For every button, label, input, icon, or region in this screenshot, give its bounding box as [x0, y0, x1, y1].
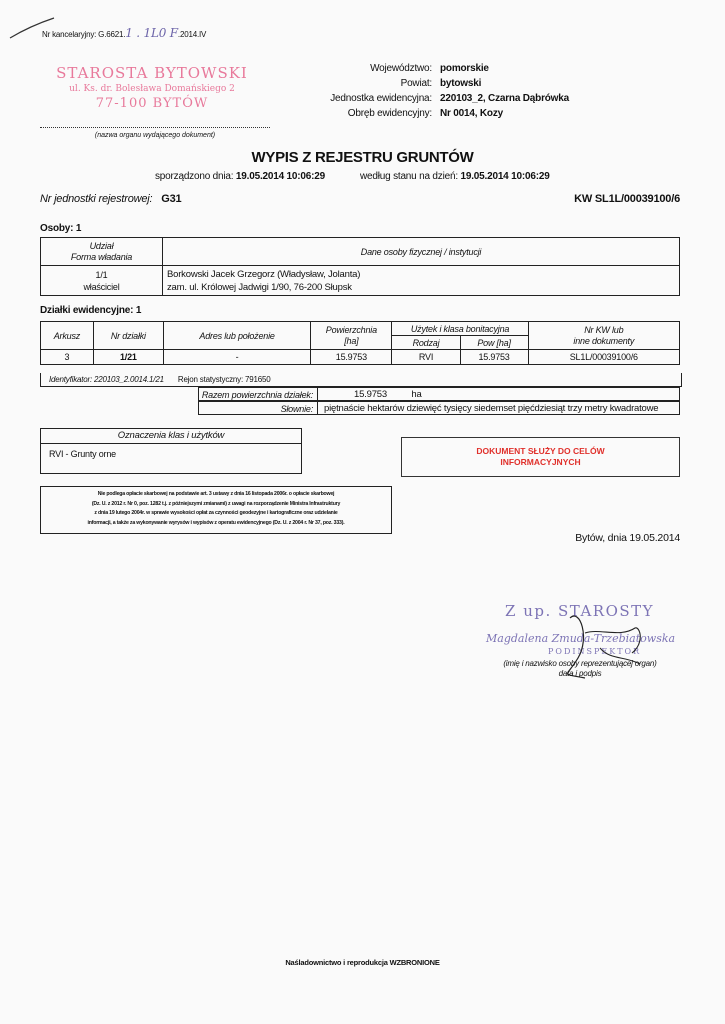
- stan-value: 19.05.2014 10:06:29: [460, 171, 550, 182]
- dzialki-heading: Działki ewidencyjne: 1: [40, 305, 142, 316]
- slownie-value: piętnaście hektarów dziewięć tysięcy siedemset pięćdziesiąt trzy metry kwadratowe: [317, 401, 680, 415]
- registry-unit: [40, 193, 181, 205]
- dzialki-col-adres: Adres lub położenie: [163, 322, 310, 350]
- slownie-label-box: [198, 401, 318, 415]
- dzialki-rodzaj: RVI: [392, 350, 460, 365]
- powiat-value: bytowski: [440, 78, 482, 89]
- oznaczenia-box: [40, 428, 302, 474]
- stamp-line-2: ul. Ks. dr. Bolesława Domańskiego 2: [69, 84, 235, 94]
- dzialki-col-arkusz: Arkusz: [41, 322, 94, 350]
- wojewodztwo-value: pomorskie: [440, 63, 489, 74]
- identyfikator: Identyfikator: 220103_2.0014.1/21: [49, 375, 164, 384]
- dzialki-col-rodzaj: Rodzaj: [392, 336, 460, 350]
- osoby-col-udzial: [41, 238, 163, 266]
- signature-stamp-title: Z up. STAROSTY: [505, 602, 655, 620]
- dzialki-powha: 15.9753: [460, 350, 528, 365]
- footer-notice: Naśladownictwo i reprodukcja WZBRONIONE: [285, 958, 440, 967]
- place-date: Bytów, dnia 19.05.2014: [575, 532, 680, 544]
- dzialki-data-row: [41, 350, 680, 365]
- dzialki-pow: 15.9753: [311, 350, 392, 365]
- sporzadzono-label: sporządzono dnia:: [155, 171, 234, 182]
- osoby-table: [40, 237, 680, 296]
- stan-label: według stanu na dzień:: [360, 171, 458, 182]
- dzialki-header-row-1: [41, 322, 680, 336]
- razem-value: 15.9753: [354, 389, 387, 400]
- dzialki-col-pow: [311, 322, 392, 350]
- document-title: WYPIS Z REJESTRU GRUNTÓW: [251, 149, 474, 166]
- slownie-label: Słownie:: [280, 404, 313, 414]
- kancelaria-prefix: Nr kancelaryjny: G.6621.: [42, 30, 126, 39]
- osoby-col-udzial-l2: Forma władania: [70, 251, 133, 262]
- kancelaria-suffix: .2014.IV: [177, 30, 207, 39]
- notice-line-1: DOKUMENT SŁUŻY DO CELÓW: [476, 446, 605, 456]
- kancelaria-handwritten: 1 . 1L0 F: [125, 26, 178, 40]
- fee-note-line-3: z dnia 19 lutego 2004r. w sprawie wysokości opłat za czynności geodezyjne i kartograficzne oraz udzielanie: [94, 510, 338, 516]
- identyfikator-row: [40, 373, 682, 387]
- razem-unit: ha: [411, 389, 422, 400]
- dzialki-nr: 1/21: [93, 350, 163, 365]
- osoby-name: Borkowski Jacek Grzegorz (Władysław, Jolanta): [167, 268, 361, 280]
- razem-value-box: [317, 387, 680, 401]
- dzialki-arkusz: 3: [41, 350, 94, 365]
- dzialki-col-powha: Pow [ha]: [460, 336, 528, 350]
- signature-caption-line-2: data i podpis: [558, 669, 602, 678]
- oznaczenia-value: RVI - Grunty orne: [49, 449, 116, 459]
- osoby-heading: Osoby: 1: [40, 223, 82, 234]
- signature-stamp-name: Magdalena Zmuda-Trzebiatowska: [486, 632, 676, 645]
- osoby-share-cell: [41, 266, 163, 296]
- notice-line-2: INFORMACYJNYCH: [500, 457, 581, 467]
- fee-note-line-1: Nie podlega opłacie skarbowej na podstawie art. 3 ustawy z dnia 16 listopada 2006r. o opłacie skarbowej: [97, 491, 335, 497]
- sporzadzono-value: 19.05.2014 10:06:29: [235, 171, 325, 182]
- osoby-col-udzial-l1: Udział: [89, 240, 114, 251]
- dzialki-table: [40, 321, 680, 365]
- osoby-col-dane: Dane osoby fizycznej / instytucji: [163, 238, 680, 266]
- osoby-share: 1/1: [95, 269, 108, 280]
- dzialki-col-nr: Nr działki: [93, 322, 163, 350]
- location-values: [440, 61, 569, 121]
- dzialki-col-kw: [528, 322, 679, 350]
- jednostka-value: 220103_2, Czarna Dąbrówka: [440, 93, 569, 104]
- rejon-statystyczny: Rejon statystyczny: 791650: [177, 375, 271, 384]
- osoby-data-row: [41, 266, 680, 296]
- registry-unit-value: G31: [161, 193, 182, 205]
- wojewodztwo-label: Województwo:: [370, 63, 432, 74]
- dzialki-col-uzytek: Użytek i klasa bonitacyjna: [392, 322, 528, 336]
- organ-stamp: [42, 64, 262, 111]
- razem-label: Razem powierzchnia działek:: [201, 390, 313, 400]
- kw-number: KW SL1L/00039100/6: [574, 193, 680, 205]
- osoby-person-cell: [163, 266, 680, 296]
- signature-stamp-position: PODINSPEKTOR: [548, 647, 642, 656]
- osoby-header-row: [41, 238, 680, 266]
- jednostka-label: Jednostka ewidencyjna:: [330, 93, 432, 104]
- obreb-label: Obręb ewidencyjny:: [347, 108, 432, 119]
- location-labels: [300, 61, 432, 121]
- fee-note-box: [40, 486, 392, 534]
- obreb-value: Nr 0014, Kozy: [440, 108, 503, 119]
- kancelaria-number: [42, 26, 206, 40]
- signature-caption-line-1: (imię i nazwisko osoby reprezentującej organ): [503, 659, 657, 668]
- dzialki-adres: -: [163, 350, 310, 365]
- dzialki-col-pow-l1: Powierzchnia: [325, 324, 377, 335]
- dzialki-col-pow-l2: [ha]: [344, 335, 359, 346]
- fee-note-line-4: informacji, a także za wykonywanie wyrysów i wypisów z operatu ewidencyjnego (Dz. U. z 2004 r. Nr 37, poz. 333).: [87, 519, 345, 526]
- osoby-address: zam. ul. Królowej Jadwigi 1/90, 76-200 Słupsk: [167, 281, 352, 293]
- fee-note-line-2: (Dz. U. z 2012 r. Nr 0, poz. 1282 t.j. z późniejszymi zmianami) z uwagi na rozporządzenie Ministra Infrastruktury: [91, 500, 341, 507]
- informational-notice: [401, 437, 680, 477]
- registry-unit-label: Nr jednostki rejestrowej:: [40, 193, 153, 205]
- oznaczenia-heading: Oznaczenia klas i użytków: [41, 429, 301, 444]
- osoby-form: właściciel: [83, 281, 120, 292]
- razem-label-box: [198, 387, 318, 401]
- sporzadzono-line: [155, 171, 325, 182]
- organ-dotted-line: [40, 127, 270, 128]
- organ-caption: (nazwa organu wydającego dokument): [94, 132, 216, 139]
- powiat-label: Powiat:: [400, 78, 432, 89]
- stamp-line-1: STAROSTA BYTOWSKI: [56, 64, 248, 82]
- dzialki-col-kw-l2: inne dokumenty: [573, 335, 635, 346]
- dzialki-col-kw-l1: Nr KW lub: [584, 324, 624, 335]
- dzialki-kw: SL1L/00039100/6: [528, 350, 679, 365]
- signature-caption: [480, 659, 680, 679]
- stan-line: [360, 171, 550, 182]
- stamp-line-3: 77-100 BYTÓW: [95, 96, 209, 111]
